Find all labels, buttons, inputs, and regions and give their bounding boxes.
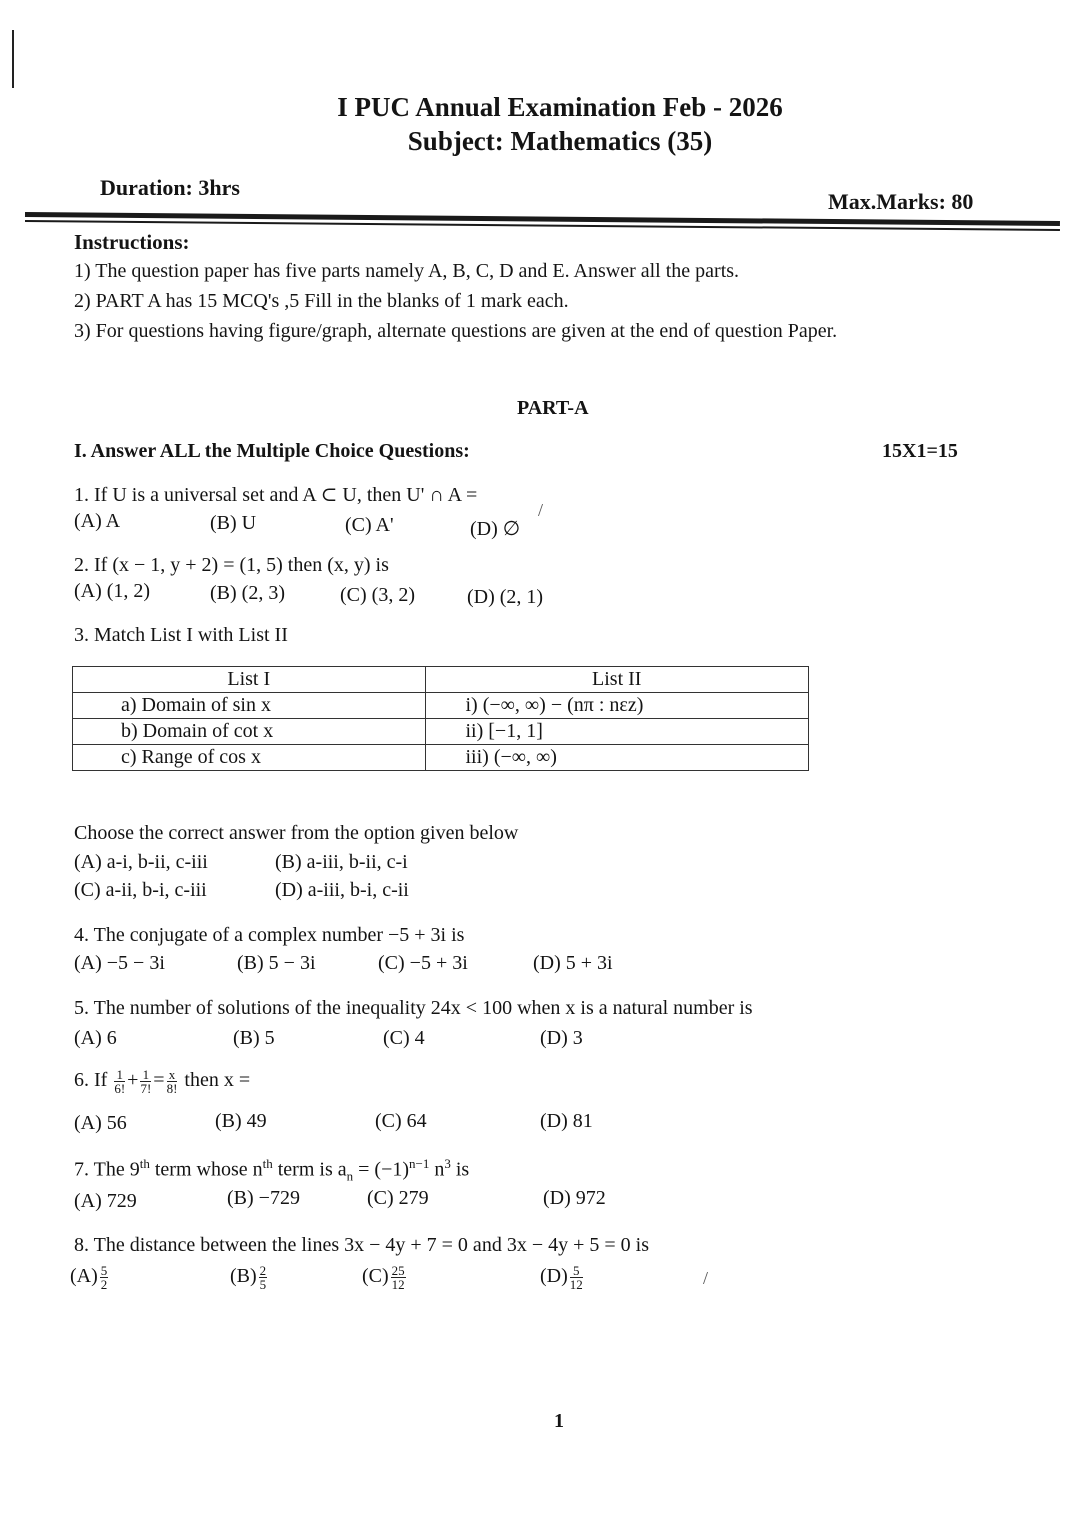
option-c: (C) 279 xyxy=(367,1187,429,1209)
option-c: (C) A' xyxy=(345,514,394,536)
fraction-numerator: x xyxy=(167,1068,178,1082)
fraction-denominator: 7! xyxy=(140,1081,152,1096)
section-marks: 15X1=15 xyxy=(882,440,958,462)
fraction xyxy=(114,1068,125,1095)
duration: Duration: 3hrs xyxy=(100,175,240,200)
option-b: (B) a-iii, b-ii, c-i xyxy=(275,851,408,873)
option-c: (C) 4 xyxy=(383,1027,425,1049)
fraction-numerator: 5 xyxy=(570,1264,583,1278)
option-b: (B) 49 xyxy=(215,1110,267,1132)
table-row xyxy=(73,719,809,745)
fraction-denominator: 12 xyxy=(569,1277,583,1292)
part-title: PART-A xyxy=(517,397,589,419)
subscript: n xyxy=(346,1168,354,1184)
option-d: (D) 5 + 3i xyxy=(533,952,613,974)
option-b: (B) −729 xyxy=(227,1187,300,1209)
option-a: (A) a-i, b-ii, c-iii xyxy=(74,851,208,873)
stem-part: n xyxy=(429,1158,445,1181)
fraction-denominator: 5 xyxy=(259,1277,267,1292)
fraction-numerator: 1 xyxy=(140,1068,151,1082)
option-a: (A) (1, 2) xyxy=(74,580,151,602)
instructions-heading: Instructions: xyxy=(74,230,190,254)
table-cell: i) (−∞, ∞) − (nπ : nεz) xyxy=(425,693,809,719)
table-header: List I xyxy=(73,667,426,693)
fraction xyxy=(167,1068,178,1095)
option-label: (B) xyxy=(230,1265,257,1288)
option-b: (B) (2, 3) xyxy=(210,582,285,604)
fraction xyxy=(391,1264,406,1291)
question-stem: 1. If U is a universal set and A ⊂ U, then U' ∩ A = xyxy=(74,484,478,506)
match-table xyxy=(72,666,809,771)
option-b: (B) 5 − 3i xyxy=(237,952,316,974)
fraction-denominator: 8! xyxy=(166,1081,178,1096)
superscript: th xyxy=(139,1156,150,1171)
table-cell: iii) (−∞, ∞) xyxy=(425,745,809,771)
table-header-row xyxy=(73,667,809,693)
stem-suffix: then x = xyxy=(184,1069,251,1092)
question-stem: 3. Match List I with List II xyxy=(74,624,288,646)
table-cell: b) Domain of cot x xyxy=(73,719,426,745)
exam-title: I PUC Annual Examination Feb - 2026 xyxy=(337,92,783,122)
option-a: (A) 56 xyxy=(74,1112,127,1134)
instruction-item: 1) The question paper has five parts namely A, B, C, D and E. Answer all the parts. xyxy=(74,260,740,282)
instruction-item: 2) PART A has 15 MCQ's ,5 Fill in the blanks of 1 mark each. xyxy=(74,290,569,312)
margin-line xyxy=(12,30,14,88)
option-a: (A) −5 − 3i xyxy=(74,952,165,974)
question-stem: 6. If $\frac{1}{6!}$ + $\frac{1}{7!}$ = $\frac{x}{8!}$ then x = xyxy=(74,1067,251,1096)
page-number: 1 xyxy=(554,1410,564,1432)
fraction-numerator: 5 xyxy=(100,1263,108,1278)
option-d: (D) a-iii, b-i, c-ii xyxy=(275,879,409,901)
section-heading: I. Answer ALL the Multiple Choice Questions: xyxy=(74,440,470,462)
option-a xyxy=(70,1264,110,1291)
option-d xyxy=(540,1264,585,1291)
option-c: (C) (3, 2) xyxy=(340,584,415,606)
fraction-numerator: 1 xyxy=(114,1068,125,1082)
table-cell: ii) [−1, 1] xyxy=(425,719,809,745)
option-d: (D) 81 xyxy=(540,1110,593,1132)
option-d: (D) 3 xyxy=(540,1027,583,1049)
instruction-item: 3) For questions having figure/graph, alternate questions are given at the end of question Paper. xyxy=(74,320,838,342)
option-b: (B) U xyxy=(210,512,257,534)
stem-part: = (−1) xyxy=(353,1158,410,1181)
fraction xyxy=(140,1068,151,1095)
superscript: th xyxy=(262,1156,273,1171)
table-cell: a) Domain of sin x xyxy=(73,693,426,719)
option-d: (D) 972 xyxy=(543,1187,606,1209)
question-stem: 8. The distance between the lines 3x − 4y + 7 = 0 and 3x − 4y + 5 = 0 is xyxy=(74,1234,649,1256)
option-c: (C) −5 + 3i xyxy=(378,952,468,974)
option-d: (D) ∅ xyxy=(470,518,521,540)
fraction-numerator: 2 xyxy=(259,1263,267,1278)
fraction-denominator: 12 xyxy=(391,1277,405,1292)
option-label: (A) xyxy=(70,1265,98,1288)
option-label: (C) xyxy=(362,1265,389,1288)
option-d: (D) (2, 1) xyxy=(467,586,544,608)
pen-mark: / xyxy=(538,500,544,520)
fraction-numerator: 25 xyxy=(391,1263,405,1278)
stem-part: 7. The 9 xyxy=(74,1158,140,1181)
option-c: (C) 64 xyxy=(375,1110,427,1132)
question-stem: 5. The number of solutions of the inequality 24x < 100 when x is a natural number is xyxy=(74,997,753,1019)
stem-part: term whose n xyxy=(149,1158,263,1181)
option-c xyxy=(362,1264,408,1291)
fraction xyxy=(100,1264,109,1291)
stem-part: is xyxy=(450,1158,470,1181)
option-a: (A) A xyxy=(74,510,121,532)
fraction-denominator: 2 xyxy=(100,1277,108,1292)
subject-title: Subject: Mathematics (35) xyxy=(407,126,713,156)
question-stem: 2. If (x − 1, y + 2) = (1, 5) then (x, y) is xyxy=(74,554,389,576)
table-row xyxy=(73,745,809,771)
choose-instruction: Choose the correct answer from the option given below xyxy=(74,822,519,844)
max-marks: Max.Marks: 80 xyxy=(828,189,974,214)
pen-mark: / xyxy=(703,1268,709,1288)
stem-part: term is a xyxy=(272,1158,347,1181)
fraction xyxy=(570,1264,583,1291)
option-label: (D) xyxy=(540,1265,568,1288)
stem-prefix: 6. If xyxy=(74,1069,108,1092)
option-a: (A) 6 xyxy=(74,1027,117,1049)
fraction-denominator: 6! xyxy=(114,1081,126,1096)
table-row xyxy=(73,693,809,719)
option-b xyxy=(230,1264,269,1291)
question-stem: 4. The conjugate of a complex number −5 + 3i is xyxy=(74,924,465,946)
superscript: n−1 xyxy=(409,1156,430,1171)
fraction xyxy=(259,1264,268,1291)
option-a: (A) 729 xyxy=(74,1190,137,1212)
superscript: 3 xyxy=(444,1156,451,1171)
question-stem xyxy=(74,1156,469,1185)
table-cell: c) Range of cos x xyxy=(73,745,426,771)
option-c: (C) a-ii, b-i, c-iii xyxy=(74,879,207,901)
option-b: (B) 5 xyxy=(233,1027,275,1049)
table-header: List II xyxy=(425,667,809,693)
